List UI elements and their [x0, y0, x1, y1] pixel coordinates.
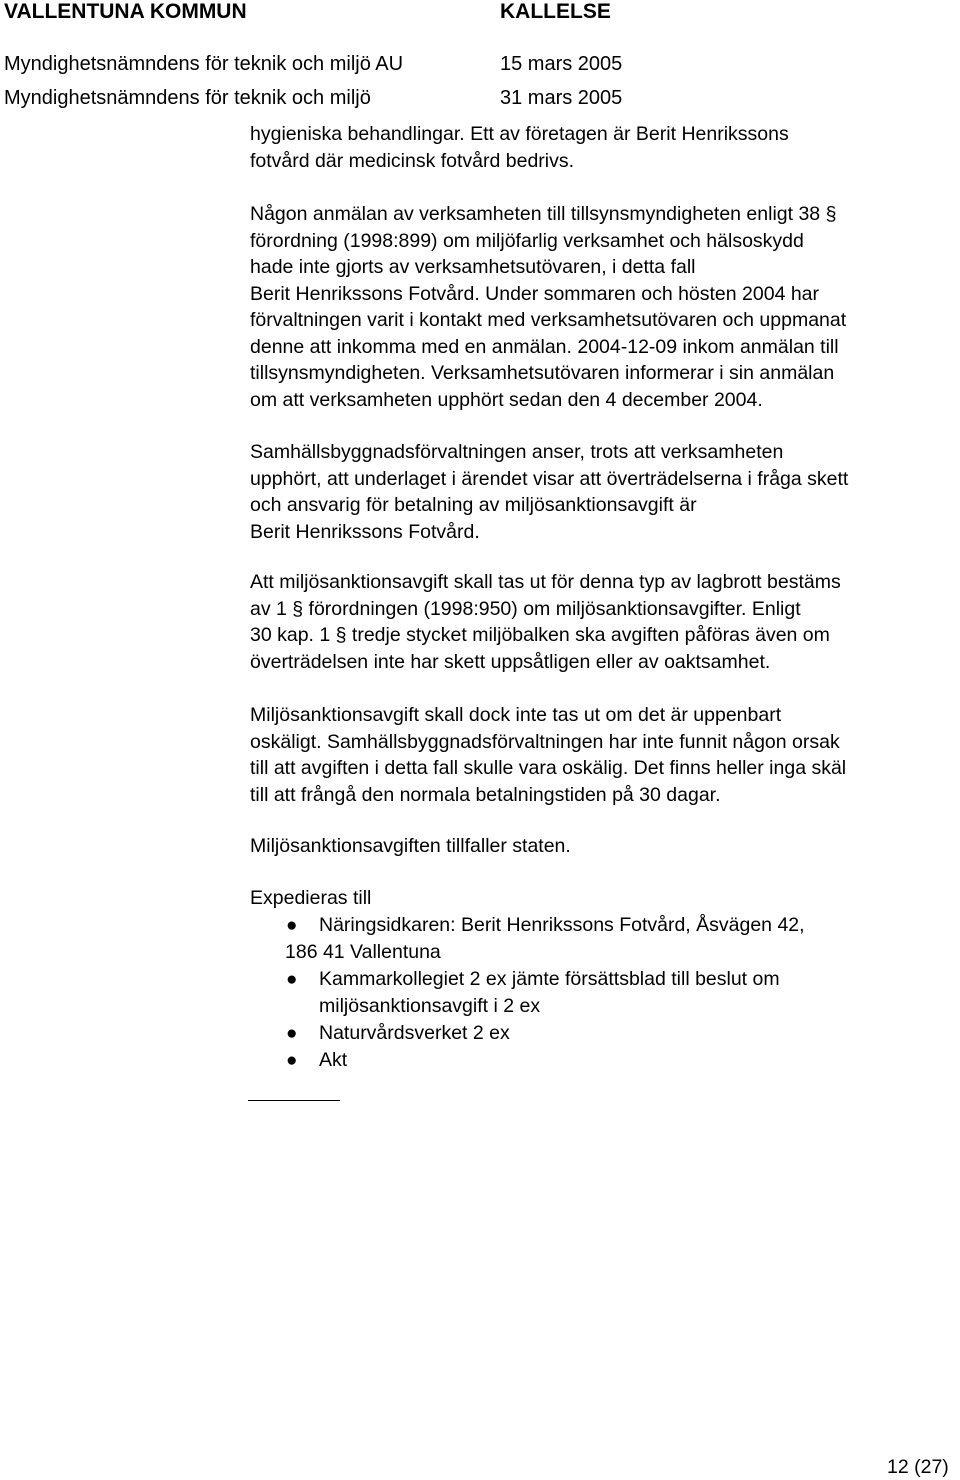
meeting-name-au: Myndighetsnämndens för teknik och miljö AU [4, 53, 404, 75]
document-type: KALLELSE [500, 0, 611, 23]
paragraph-reasonableness: Miljösanktionsavgift skall dock inte tas ut om det är uppenbart oskäligt. Samhällsbyggnadsförvaltningen har inte funnit någon orsak till att avgiften i detta fall skulle vara oskälig. Det finns heller inga skäl till att frångå den normala betalningstiden på 30 dagar. [250, 704, 847, 806]
distribution-list [250, 912, 950, 1074]
separator-line [248, 1100, 340, 1101]
list-item: ● Kammarkollegiet 2 ex jämte försättsblad till beslut om miljösanktionsavgift i 2 ex [286, 968, 780, 1017]
list-item: ● Näringsidkaren: Berit Henrikssons Fotvård, Åsvägen 42, 186 41 Vallentuna [285, 914, 805, 963]
meeting-date-au: 15 mars 2005 [500, 53, 623, 75]
meeting-name-main: Myndighetsnämndens för teknik och miljö [4, 87, 371, 109]
organization-name: VALLENTUNA KOMMUN [4, 0, 247, 23]
paragraph-legal-basis: Att miljösanktionsavgift skall tas ut för denna typ av lagbrott bestäms av 1 § förordningen (1998:950) om miljösanktionsavgifter. Enligt 30 kap. 1 § tredje stycket miljöbalken ska avgiften påföras även om överträdelsen inte har skett uppsåtligen eller av oaktsamhet. [250, 571, 841, 673]
bullet-icon: ● [286, 1023, 298, 1044]
list-item: ● Naturvårdsverket 2 ex [250, 1020, 950, 1047]
paragraph-state-revenue: Miljösanktionsavgiften tillfaller staten. [250, 835, 571, 857]
list-item: ● Akt [250, 1047, 950, 1074]
bullet-icon: ● [286, 1050, 298, 1071]
paragraph-assessment: Samhällsbyggnadsförvaltningen anser, trots att verksamheten upphört, att underlaget i ärendet visar att överträdelserna i fråga skett och ansvarig för betalning av miljösanktionsavgift är Berit Henrikssons Fotvård. [250, 441, 849, 543]
distribution-heading: Expedieras till [250, 887, 372, 909]
bullet-icon: ● [286, 969, 298, 990]
page-number: 12 (27) [887, 1456, 949, 1478]
paragraph-continuation: hygieniska behandlingar. Ett av företagen är Berit Henrikssons fotvård där medicinsk fotvård bedrivs. [250, 123, 789, 172]
paragraph-notification: Någon anmälan av verksamheten till tillsynsmyndigheten enligt 38 § förordning (1998:899) om miljöfarlig verksamhet och hälsoskydd hade inte gjorts av verksamhetsutövaren, i detta fall Berit Henrikssons Fotvård. Under sommaren och hösten 2004 har förvaltningen varit i kontakt med verksamhetsutövaren och uppmanat denne att inkomma med en anmälan. 2004-12-09 inkom anmälan till tillsynsmyndigheten. Verksamhetsutövaren informerar i sin anmälan om att verksamheten upphört sedan den 4 december 2004. [250, 203, 847, 411]
meeting-date-main: 31 mars 2005 [500, 87, 623, 109]
bullet-icon: ● [286, 915, 298, 936]
